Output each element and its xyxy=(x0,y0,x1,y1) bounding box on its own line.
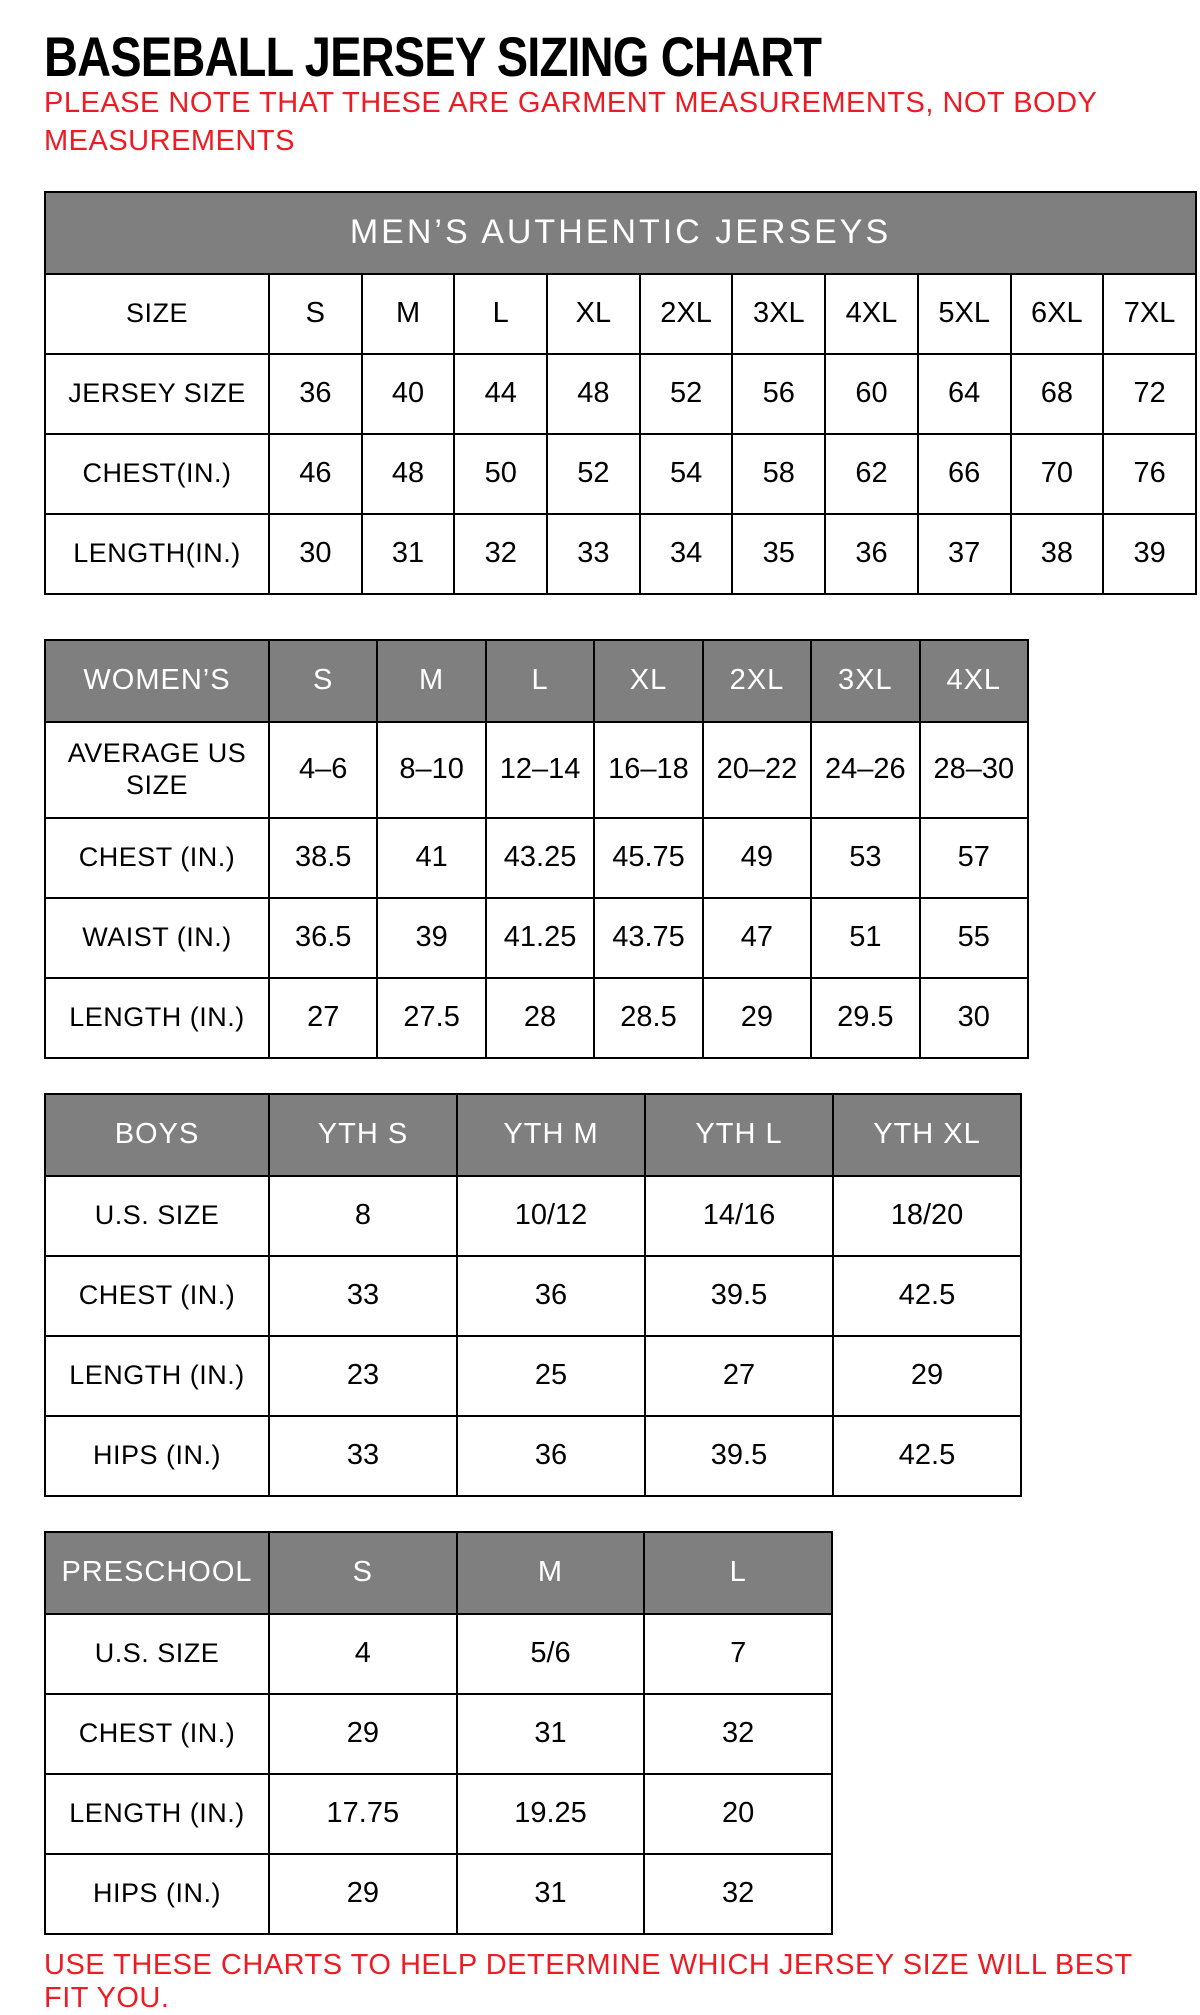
value-cell: 27 xyxy=(645,1336,833,1416)
value-cell: 29 xyxy=(833,1336,1021,1416)
value-cell: 70 xyxy=(1011,434,1104,514)
column-header: M xyxy=(457,1532,645,1614)
row-label: U.S. SIZE xyxy=(45,1176,269,1256)
value-cell: 32 xyxy=(454,514,547,594)
value-cell: M xyxy=(362,274,455,354)
value-cell: 28 xyxy=(486,978,594,1058)
value-cell: 30 xyxy=(269,514,362,594)
value-cell: 18/20 xyxy=(833,1176,1021,1256)
value-cell: 7XL xyxy=(1103,274,1196,354)
value-cell: 35 xyxy=(732,514,825,594)
value-cell: 58 xyxy=(732,434,825,514)
column-header: S xyxy=(269,640,377,722)
boys-sizing-table xyxy=(44,1093,1022,1497)
value-cell: 46 xyxy=(269,434,362,514)
value-cell: 50 xyxy=(454,434,547,514)
column-header: M xyxy=(377,640,485,722)
value-cell: 39.5 xyxy=(645,1416,833,1496)
value-cell: 19.25 xyxy=(457,1774,645,1854)
value-cell: 51 xyxy=(811,898,919,978)
value-cell: 6XL xyxy=(1011,274,1104,354)
value-cell: 12–14 xyxy=(486,722,594,818)
value-cell: 36.5 xyxy=(269,898,377,978)
value-cell: 68 xyxy=(1011,354,1104,434)
table-title-cell: WOMEN’S xyxy=(45,640,269,722)
value-cell: 43.25 xyxy=(486,818,594,898)
value-cell: 52 xyxy=(547,434,640,514)
value-cell: 76 xyxy=(1103,434,1196,514)
value-cell: 29 xyxy=(269,1694,457,1774)
column-header: YTH M xyxy=(457,1094,645,1176)
value-cell: 45.75 xyxy=(594,818,702,898)
value-cell: 7 xyxy=(644,1614,832,1694)
value-cell: 33 xyxy=(547,514,640,594)
value-cell: 39 xyxy=(1103,514,1196,594)
value-cell: 41.25 xyxy=(486,898,594,978)
value-cell: XL xyxy=(547,274,640,354)
value-cell: 25 xyxy=(457,1336,645,1416)
value-cell: 36 xyxy=(457,1256,645,1336)
column-header: 3XL xyxy=(811,640,919,722)
table-title-cell: PRESCHOOL xyxy=(45,1532,269,1614)
value-cell: 10/12 xyxy=(457,1176,645,1256)
value-cell: 28.5 xyxy=(594,978,702,1058)
value-cell: 8 xyxy=(269,1176,457,1256)
value-cell: 40 xyxy=(362,354,455,434)
value-cell: 62 xyxy=(825,434,918,514)
mens-sizing-table xyxy=(44,191,1197,595)
value-cell: 29.5 xyxy=(811,978,919,1058)
row-label: SIZE xyxy=(45,274,269,354)
value-cell: 20 xyxy=(644,1774,832,1854)
value-cell: 29 xyxy=(703,978,811,1058)
value-cell: 37 xyxy=(918,514,1011,594)
value-cell: 4–6 xyxy=(269,722,377,818)
column-header: L xyxy=(644,1532,832,1614)
value-cell: 54 xyxy=(640,434,733,514)
value-cell: 47 xyxy=(703,898,811,978)
column-header: 2XL xyxy=(703,640,811,722)
value-cell: 39.5 xyxy=(645,1256,833,1336)
title-wrap xyxy=(44,20,1200,88)
row-label: LENGTH (IN.) xyxy=(45,978,269,1058)
value-cell: 31 xyxy=(457,1854,645,1934)
value-cell: 3XL xyxy=(732,274,825,354)
value-cell: 23 xyxy=(269,1336,457,1416)
column-header: YTH XL xyxy=(833,1094,1021,1176)
value-cell: 30 xyxy=(920,978,1028,1058)
value-cell: 8–10 xyxy=(377,722,485,818)
value-cell: 36 xyxy=(825,514,918,594)
row-label: CHEST(IN.) xyxy=(45,434,269,514)
row-label: AVERAGE US SIZE xyxy=(45,722,269,818)
value-cell: 14/16 xyxy=(645,1176,833,1256)
value-cell: 55 xyxy=(920,898,1028,978)
value-cell: 72 xyxy=(1103,354,1196,434)
row-label: WAIST (IN.) xyxy=(45,898,269,978)
row-label: U.S. SIZE xyxy=(45,1614,269,1694)
page-title: BASEBALL JERSEY SIZING CHART xyxy=(44,25,822,88)
value-cell: L xyxy=(454,274,547,354)
value-cell: 32 xyxy=(644,1854,832,1934)
column-header: S xyxy=(269,1532,457,1614)
row-label: CHEST (IN.) xyxy=(45,1694,269,1774)
fit-advice-footer: USE THESE CHARTS TO HELP DETERMINE WHICH JERSEY SIZE WILL BEST FIT YOU. xyxy=(44,1948,1133,2014)
value-cell: 36 xyxy=(457,1416,645,1496)
column-header: YTH S xyxy=(269,1094,457,1176)
table-banner: MEN’S AUTHENTIC JERSEYS xyxy=(45,192,1196,274)
value-cell: 66 xyxy=(918,434,1011,514)
value-cell: 41 xyxy=(377,818,485,898)
column-header: 4XL xyxy=(920,640,1028,722)
table-title-cell: BOYS xyxy=(45,1094,269,1176)
value-cell: 42.5 xyxy=(833,1256,1021,1336)
value-cell: 16–18 xyxy=(594,722,702,818)
row-label: JERSEY SIZE xyxy=(45,354,269,434)
value-cell: 38 xyxy=(1011,514,1104,594)
value-cell: 34 xyxy=(640,514,733,594)
value-cell: 31 xyxy=(457,1694,645,1774)
column-header: YTH L xyxy=(645,1094,833,1176)
value-cell: 27.5 xyxy=(377,978,485,1058)
preschool-sizing-table xyxy=(44,1531,833,1935)
row-label: CHEST (IN.) xyxy=(45,818,269,898)
row-label: HIPS (IN.) xyxy=(45,1416,269,1496)
value-cell: 33 xyxy=(269,1256,457,1336)
row-label: CHEST (IN.) xyxy=(45,1256,269,1336)
value-cell: 20–22 xyxy=(703,722,811,818)
value-cell: 5/6 xyxy=(457,1614,645,1694)
value-cell: 48 xyxy=(547,354,640,434)
value-cell: 53 xyxy=(811,818,919,898)
value-cell: 57 xyxy=(920,818,1028,898)
row-label: LENGTH (IN.) xyxy=(45,1336,269,1416)
womens-sizing-table xyxy=(44,639,1029,1059)
value-cell: 4XL xyxy=(825,274,918,354)
value-cell: 31 xyxy=(362,514,455,594)
value-cell: 27 xyxy=(269,978,377,1058)
value-cell: 43.75 xyxy=(594,898,702,978)
value-cell: 17.75 xyxy=(269,1774,457,1854)
value-cell: 48 xyxy=(362,434,455,514)
value-cell: 64 xyxy=(918,354,1011,434)
value-cell: 5XL xyxy=(918,274,1011,354)
value-cell: 44 xyxy=(454,354,547,434)
value-cell: 39 xyxy=(377,898,485,978)
value-cell: 38.5 xyxy=(269,818,377,898)
garment-measurement-note: PLEASE NOTE THAT THESE ARE GARMENT MEASUREMENTS, NOT BODY MEASUREMENTS xyxy=(44,87,1097,158)
value-cell: S xyxy=(269,274,362,354)
row-label: HIPS (IN.) xyxy=(45,1854,269,1934)
value-cell: 42.5 xyxy=(833,1416,1021,1496)
value-cell: 32 xyxy=(644,1694,832,1774)
column-header: L xyxy=(486,640,594,722)
column-header: XL xyxy=(594,640,702,722)
value-cell: 49 xyxy=(703,818,811,898)
value-cell: 4 xyxy=(269,1614,457,1694)
value-cell: 56 xyxy=(732,354,825,434)
value-cell: 2XL xyxy=(640,274,733,354)
row-label: LENGTH(IN.) xyxy=(45,514,269,594)
row-label: LENGTH (IN.) xyxy=(45,1774,269,1854)
value-cell: 33 xyxy=(269,1416,457,1496)
value-cell: 52 xyxy=(640,354,733,434)
value-cell: 29 xyxy=(269,1854,457,1934)
value-cell: 60 xyxy=(825,354,918,434)
value-cell: 28–30 xyxy=(920,722,1028,818)
value-cell: 36 xyxy=(269,354,362,434)
value-cell: 24–26 xyxy=(811,722,919,818)
